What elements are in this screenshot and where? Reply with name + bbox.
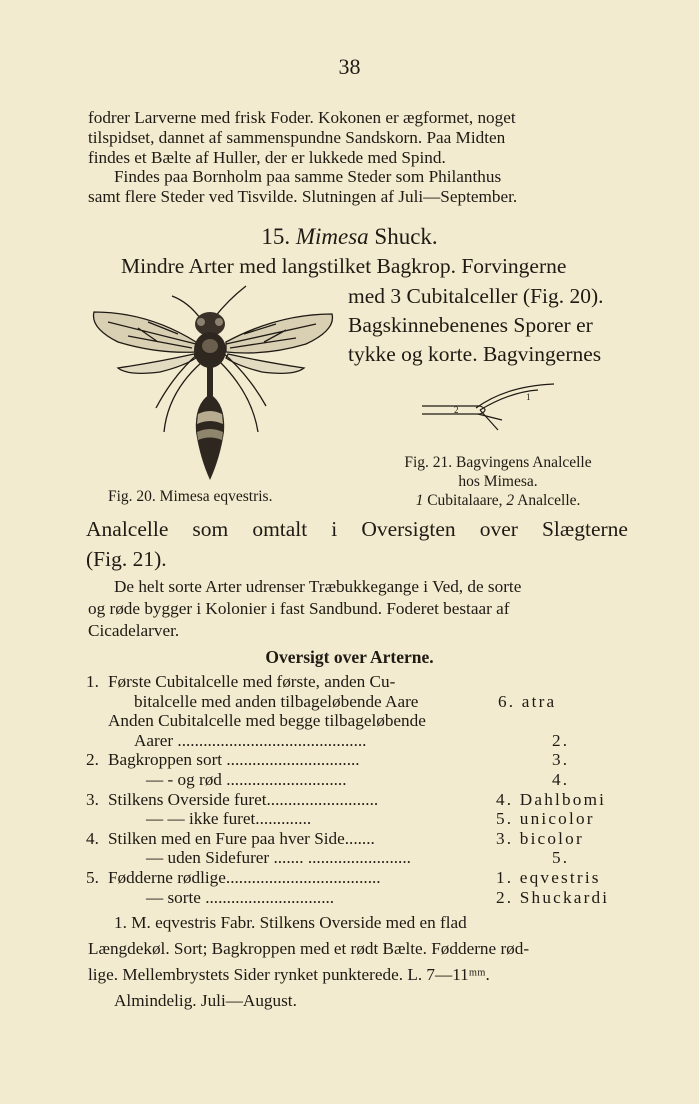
key-result: 2. xyxy=(552,730,570,750)
word: omtalt xyxy=(252,517,308,541)
text-line: tilspidset, dannet af sammenspundne Sandskorn. Paa Midten xyxy=(88,127,506,147)
description-line: Bagskinnebenenes Sporer er xyxy=(348,313,593,337)
text-line: og røde bygger i Kolonier i fast Sandbund. Foderet bestaar af xyxy=(88,599,510,618)
fig21-text: Analcelle. xyxy=(514,492,581,509)
text-line: findes et Bælte af Huller, der er lukkede med Spind. xyxy=(88,147,446,167)
key-text: Bagkroppen sort ............................... xyxy=(108,750,360,770)
fig21-caption-line: hos Mimesa. xyxy=(458,473,538,490)
key-text: Anden Cubitalcelle med begge tilbageløbende xyxy=(108,711,426,731)
key-row xyxy=(86,750,628,770)
fig21-num: 2 xyxy=(506,492,515,509)
key-result: 5. unicolor xyxy=(496,809,595,829)
genus-author: Shuck. xyxy=(374,224,438,249)
fig20-caption: Fig. 20. Mimesa eqvestris. xyxy=(108,488,273,505)
fig21-caption-line: Fig. 21. Bagvingens Analcelle xyxy=(404,454,592,471)
key-row xyxy=(86,790,628,810)
wasp-illustration-icon xyxy=(88,282,338,486)
text-line: Cicadelarver. xyxy=(88,621,180,640)
word: som xyxy=(192,517,229,541)
key-text: Fødderne rødlige.................................... xyxy=(108,867,381,887)
key-result: 4. xyxy=(552,769,570,789)
fig21-label-2: 2 xyxy=(454,405,459,415)
key-row xyxy=(86,848,628,868)
text-line: Længdekøl. Sort; Bagkroppen med et rødt Bælte. Fødderne rød- xyxy=(88,939,530,958)
intro-paragraph xyxy=(88,108,628,207)
genus-name: Mimesa xyxy=(295,224,369,249)
key-row xyxy=(86,692,628,712)
text-line: De helt sorte Arter udrenser Træbukkegange i Ved, de sorte xyxy=(114,577,522,596)
key-row xyxy=(86,770,628,790)
key-text: bitalcelle med anden tilbageløbende Aare xyxy=(134,691,419,711)
key-text: — — ikke furet............. xyxy=(146,809,312,829)
key-row xyxy=(86,829,628,849)
key-row xyxy=(86,809,628,829)
fig21-text: Cubitalaare, xyxy=(423,492,507,509)
key-result: 5. xyxy=(552,848,570,868)
key-num: 1. xyxy=(86,672,99,691)
key-result: 4. Dahlbomi xyxy=(496,789,607,809)
genus-number: 15. xyxy=(261,224,291,249)
key-row xyxy=(86,868,628,888)
text-line: Findes paa Bornholm paa samme Steder som Philanthus xyxy=(114,167,502,187)
key-text: Første Cubitalcelle med første, anden Cu- xyxy=(108,672,396,691)
text-line: lige. Mellembrystets Sider rynket punkterede. L. 7—11ᵐᵐ. xyxy=(88,965,490,984)
species-key xyxy=(86,672,628,907)
fig21-num: 1 xyxy=(415,492,424,509)
text-line: fodrer Larverne med frisk Foder. Kokonen er ægformet, noget xyxy=(88,108,516,127)
key-num: 2. xyxy=(86,750,99,770)
key-row xyxy=(86,888,628,908)
key-row xyxy=(86,672,628,692)
word: Analcelle xyxy=(86,517,169,541)
description-line: Mindre Arter med langstilket Bagkrop. Forvingerne xyxy=(121,254,567,278)
word: Slægterne xyxy=(541,517,628,541)
fig21-label-1: 1 xyxy=(526,392,531,402)
key-heading: Oversigt over Arterne. xyxy=(265,647,434,667)
key-result: 1. eqvestris xyxy=(496,867,601,887)
description-line: tykke og korte. Bagvingernes xyxy=(348,342,602,366)
key-text: — - og rød ............................ xyxy=(146,769,347,789)
wing-vein-diagram-icon xyxy=(420,380,560,442)
key-row xyxy=(86,731,628,751)
key-text: — sorte .............................. xyxy=(146,887,335,907)
species-paragraph xyxy=(88,910,628,1014)
word: i xyxy=(331,517,338,541)
fig21-caption xyxy=(368,453,628,510)
text-line: Almindelig. Juli—August. xyxy=(114,991,297,1010)
key-row xyxy=(86,711,628,731)
key-num: 3. xyxy=(86,789,99,809)
description-continuation xyxy=(86,515,628,545)
genus-heading xyxy=(0,224,699,250)
key-num: 4. xyxy=(86,828,99,848)
key-text: Aarer ............................................ xyxy=(134,730,367,750)
key-text: — uden Sidefurer ....... ........................ xyxy=(146,848,411,868)
word: over xyxy=(479,517,518,541)
key-result: 3. xyxy=(552,750,570,770)
description-line: (Fig. 21). xyxy=(86,547,167,571)
word: Oversigten xyxy=(361,517,456,541)
description-line: med 3 Cubitalceller (Fig. 20). xyxy=(348,284,604,308)
key-num: 5. xyxy=(86,867,99,887)
fig21-caption-line xyxy=(368,491,628,510)
text-line: samt flere Steder ved Tisvilde. Slutningen af Juli—September. xyxy=(88,187,518,207)
key-text: Stilken med en Fure paa hver Side....... xyxy=(108,828,375,848)
biology-paragraph xyxy=(88,576,628,642)
key-result: 3. bicolor xyxy=(496,828,584,848)
key-result: 2. Shuckardi xyxy=(496,887,610,907)
key-text: Stilkens Overside furet.......................... xyxy=(108,789,379,809)
text-line: 1. M. eqvestris Fabr. Stilkens Overside med en flad xyxy=(114,913,467,932)
key-result: 6. atra xyxy=(498,691,557,711)
page-number: 38 xyxy=(338,54,361,79)
